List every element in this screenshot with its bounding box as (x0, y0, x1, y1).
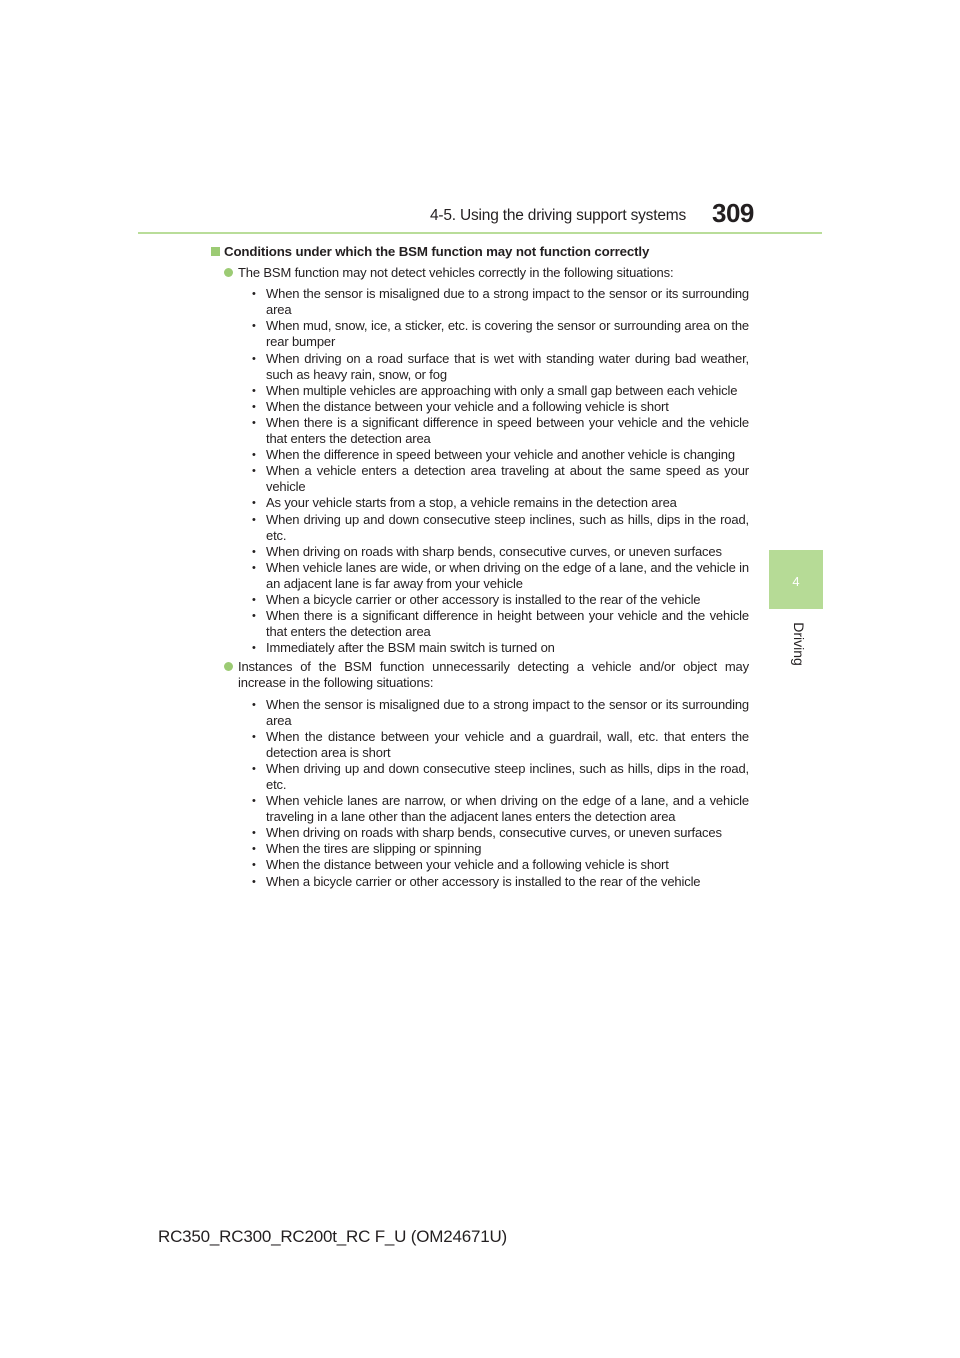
list-item: • When driving on roads with sharp bends, consecutive curves, or uneven surfaces (252, 825, 749, 841)
list-item: • When a bicycle carrier or other accessory is installed to the rear of the vehicle (252, 592, 749, 608)
non-detection-list (224, 286, 749, 656)
list-item: • When driving on a road surface that is wet with standing water during bad weather, such as heavy rain, snow, or fog (252, 351, 749, 383)
list-item: • When the difference in speed between your vehicle and another vehicle is changing (252, 447, 749, 463)
chapter-tab (769, 550, 823, 609)
list-item: • When the sensor is misaligned due to a strong impact to the sensor or its surrounding area (252, 697, 749, 729)
list-item: • When there is a significant difference in height between your vehicle and the vehicle that enters the detection area (252, 608, 749, 640)
list-item: • When vehicle lanes are wide, or when driving on the edge of a lane, and the vehicle in an adjacent lane is far away from your vehicle (252, 560, 749, 592)
list-item: • When the tires are slipping or spinning (252, 841, 749, 857)
list-item: • When mud, snow, ice, a sticker, etc. is covering the sensor or surrounding area on the rear bumper (252, 318, 749, 350)
list-item: • Immediately after the BSM main switch is turned on (252, 640, 749, 656)
square-bullet-icon (211, 247, 220, 256)
list-item: • When a bicycle carrier or other accessory is installed to the rear of the vehicle (252, 874, 749, 890)
list-item: • When the sensor is misaligned due to a strong impact to the sensor or its surrounding area (252, 286, 749, 318)
section-heading (224, 244, 749, 260)
circle-bullet-icon (224, 662, 233, 671)
main-content (224, 244, 749, 893)
list-item: • When vehicle lanes are narrow, or when driving on the edge of a lane, and a vehicle traveling in a lane other than the adjacent lanes enters the detection area (252, 793, 749, 825)
chapter-label (788, 620, 808, 670)
false-detection-list (224, 697, 749, 890)
list-item: • When the distance between your vehicle and a following vehicle is short (252, 399, 749, 415)
page-number: 309 (712, 198, 754, 228)
point-non-detection-intro: The BSM function may not detect vehicles correctly in the following situations: (238, 265, 674, 281)
list-item: • When driving up and down consecutive steep inclines, such as hills, dips in the road, etc. (252, 761, 749, 793)
manual-code: RC350_RC300_RC200t_RC F_U (OM24671U) (158, 1227, 508, 1246)
list-item: • When multiple vehicles are approaching with only a small gap between each vehicle (252, 383, 749, 399)
list-item: • As your vehicle starts from a stop, a vehicle remains in the detection area (252, 495, 749, 511)
section-heading-text: Conditions under which the BSM function may not function correctly (224, 244, 650, 259)
list-item: • When driving up and down consecutive steep inclines, such as hills, dips in the road, etc. (252, 512, 749, 544)
list-item: • When there is a significant difference in speed between your vehicle and the vehicle that enters the detection area (252, 415, 749, 447)
point-false-detection (224, 659, 749, 691)
point-non-detection (224, 265, 749, 281)
header-divider (138, 232, 822, 234)
circle-bullet-icon (224, 268, 233, 277)
header-section-title: 4-5. Using the driving support systems (430, 207, 687, 224)
list-item: • When the distance between your vehicle and a following vehicle is short (252, 857, 749, 873)
point-false-detection-intro: Instances of the BSM function unnecessarily detecting a vehicle and/or object may increase in the following situations: (238, 659, 749, 691)
chapter-label-text: Driving (791, 622, 807, 666)
chapter-number: 4 (792, 574, 800, 589)
list-item: • When the distance between your vehicle and a guardrail, wall, etc. that enters the detection area is short (252, 729, 749, 761)
list-item: • When driving on roads with sharp bends, consecutive curves, or uneven surfaces (252, 544, 749, 560)
list-item: • When a vehicle enters a detection area traveling at about the same speed as your vehicle (252, 463, 749, 495)
